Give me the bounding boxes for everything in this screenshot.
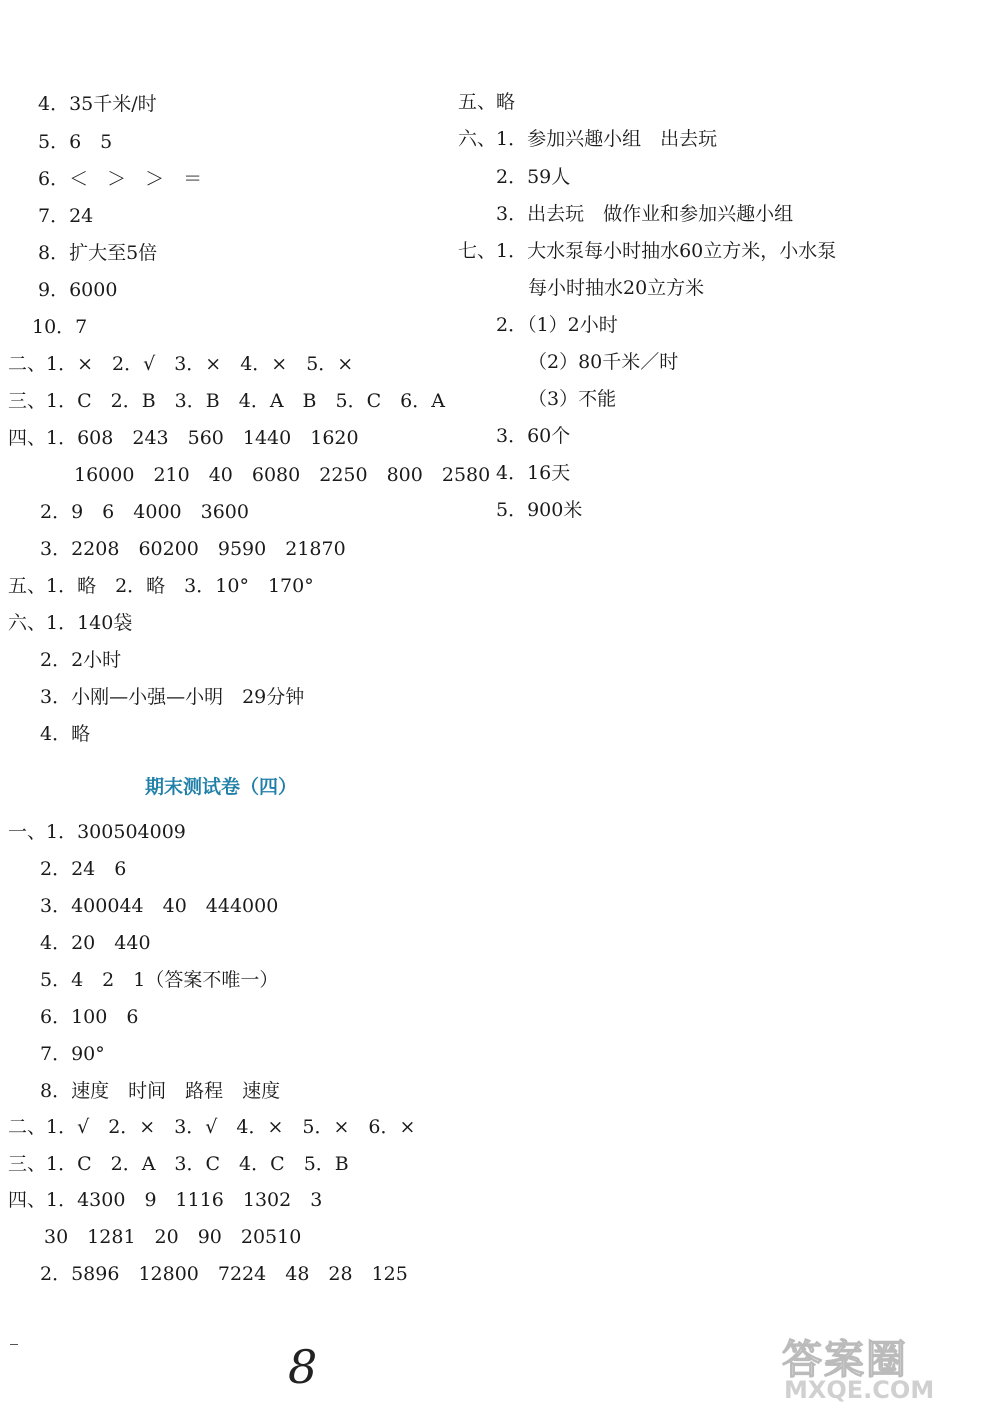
answer-line: 5．900米 [496,499,583,521]
answer-line: 3．2208 60200 9590 21870 [40,538,346,560]
watermark-cn: 答案圈 [782,1337,908,1383]
answer-line: 6．100 6 [40,1006,139,1028]
answer-line: 8．扩大至5倍 [38,242,158,264]
watermark-en: MXQE.COM [784,1376,935,1404]
answer-line: 30 1281 20 90 20510 [44,1226,302,1248]
answer-line: 六、1．参加兴趣小组 出去玩 [458,128,718,150]
answer-line: 16000 210 40 6080 2250 800 2580 [74,464,491,486]
answer-line: 六、1．140袋 [8,612,133,634]
section-title: 期末测试卷（四） [145,776,298,798]
answer-line: 7．90° [40,1043,105,1065]
answer-line: 5．6 5 [38,131,113,153]
answer-line: 2．59人 [496,166,571,188]
answer-line: 2．9 6 4000 3600 [40,501,249,523]
answer-line: 2．（1）2小时 [496,314,618,336]
answer-line: 3．小刚—小强—小明 29分钟 [40,686,305,708]
answer-line: 9．6000 [38,279,118,301]
answer-line: 三、1．C 2．B 3．B 4．A B 5．C 6．A [8,390,445,412]
answer-line: 4．16天 [496,462,571,484]
answer-line: 二、1．√ 2．× 3．√ 4．× 5．× 6．× [8,1116,416,1138]
answer-line: 7．24 [38,205,94,227]
answer-line: 5．4 2 1（答案不唯一） [40,969,279,991]
answer-line: 四、1．608 243 560 1440 1620 [8,427,359,449]
answer-line: （2）80千米／时 [528,351,679,373]
answer-line: 2．5896 12800 7224 48 28 125 [40,1263,408,1285]
answer-line: （3）不能 [528,388,617,410]
answer-line: 8．速度 时间 路程 速度 [40,1080,281,1102]
answer-line: 五、略 [458,91,516,113]
answer-line: 4．略 [40,723,91,745]
margin-mark [10,1344,18,1345]
answer-line: 4．20 440 [40,932,151,954]
answer-line: 3．60个 [496,425,571,447]
answer-line: 3．出去玩 做作业和参加兴趣小组 [496,203,794,225]
answer-line: 10．7 [32,316,88,338]
answer-line: 2．2小时 [40,649,122,671]
answer-line: 四、1．4300 9 1116 1302 3 [8,1189,323,1211]
answer-line: 3．400044 40 444000 [40,895,279,917]
answer-line: 二、1．× 2．√ 3．× 4．× 5．× [8,353,354,375]
answer-line: 2．24 6 [40,858,127,880]
page-number: 8 [288,1340,318,1394]
answer-line: 4．35千米/时 [38,93,157,115]
answer-line: 三、1．C 2．A 3．C 4．C 5．B [8,1153,349,1175]
answer-line: 五、1．略 2．略 3．10° 170° [8,575,314,597]
answer-line: 七、1．大水泵每小时抽水60立方米，小水泵 [458,240,837,262]
watermark-logo [782,1328,992,1408]
answer-line: 每小时抽水20立方米 [528,277,705,299]
answer-line: 6．＜ ＞ ＞ ＝ [38,168,203,190]
answer-line: 一、1．300504009 [8,821,186,843]
